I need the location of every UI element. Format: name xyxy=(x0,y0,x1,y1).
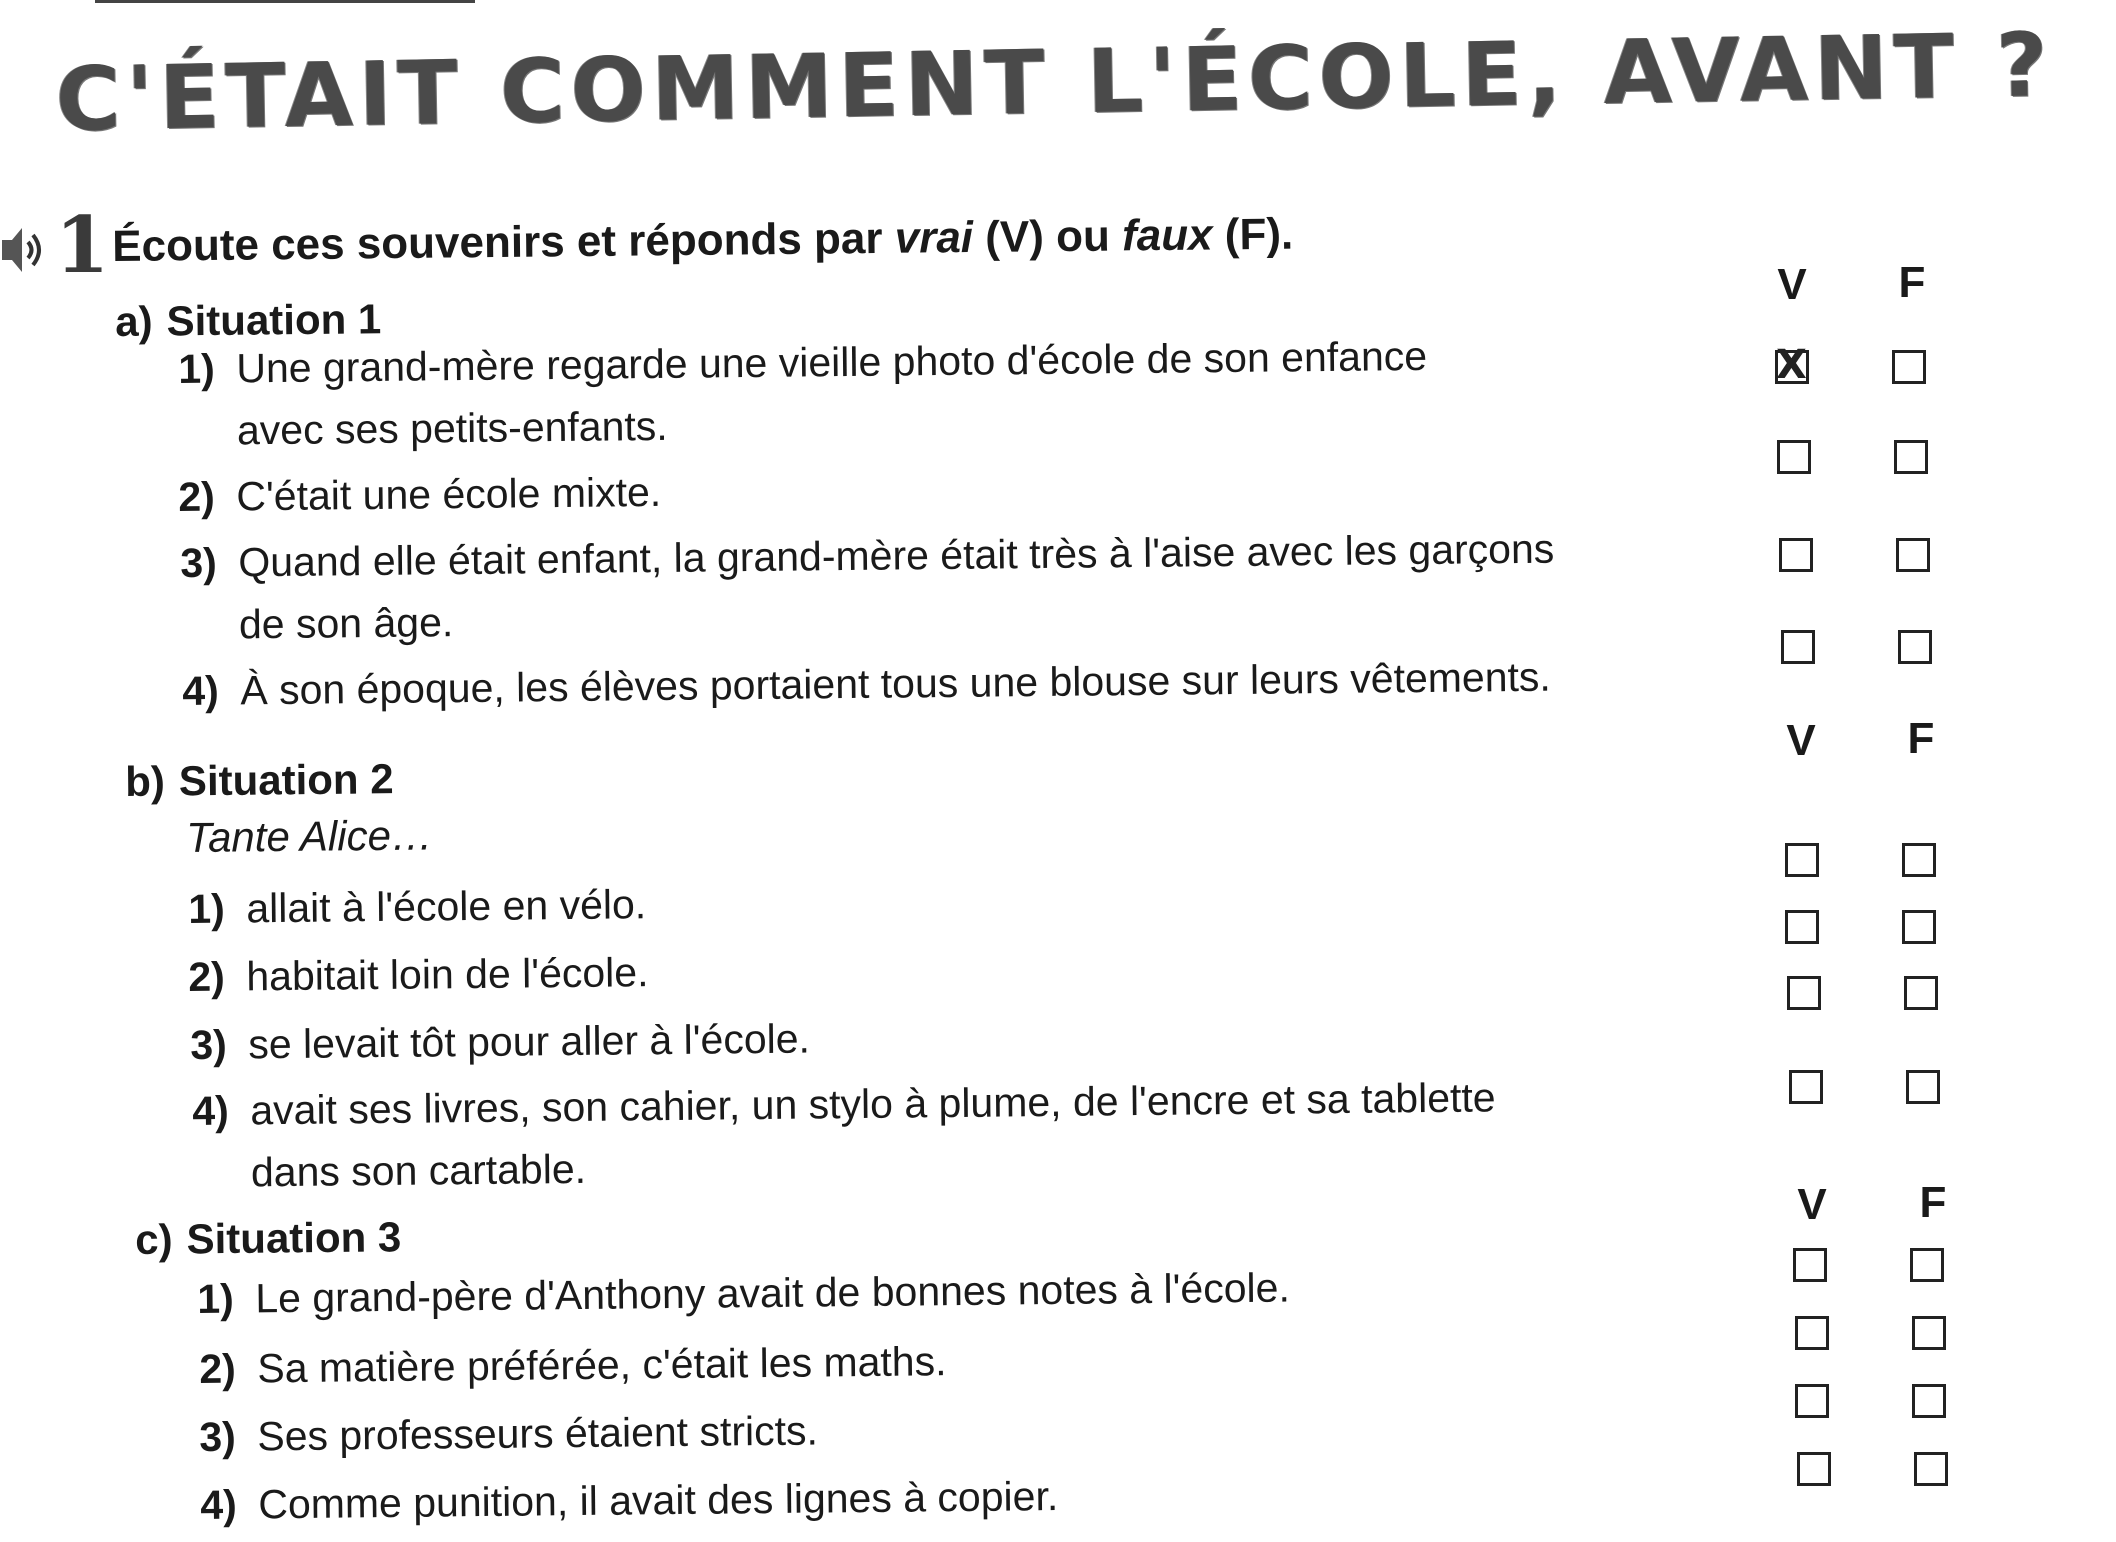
question-c3 xyxy=(199,1400,818,1468)
checkbox-c3-f[interactable] xyxy=(1912,1384,1946,1418)
question-text: Le grand-père d'Anthony avait de bonnes notes à l'école. xyxy=(255,1264,1291,1322)
checkbox-a4-v[interactable] xyxy=(1781,630,1815,664)
checkbox-a3-v[interactable] xyxy=(1779,538,1813,572)
question-number: 2) xyxy=(199,1345,237,1392)
checkbox-b2-f[interactable] xyxy=(1902,910,1936,944)
question-text-continued: dans son cartable. xyxy=(250,1145,587,1196)
question-text: se levait tôt pour aller à l'école. xyxy=(248,1015,811,1068)
question-text: Une grand-mère regarde une vieille photo d'école de son enfance xyxy=(236,332,1428,392)
question-text-continued: de son âge. xyxy=(238,599,454,648)
question-a4 xyxy=(182,646,1551,722)
exercise-header xyxy=(0,200,1400,290)
question-text: allait à l'école en vélo. xyxy=(246,881,647,932)
question-number: 3) xyxy=(199,1413,237,1460)
instruction-vrai: vrai xyxy=(894,212,974,263)
checkbox-b1-v[interactable] xyxy=(1785,843,1819,877)
section-b-intro: Tante Alice… xyxy=(186,811,434,861)
section-c-label xyxy=(135,1213,402,1264)
question-text: Comme punition, il avait des lignes à copier. xyxy=(258,1473,1059,1528)
question-text-continued: avec ses petits-enfants. xyxy=(236,402,668,454)
question-number: 3) xyxy=(180,539,218,586)
column-v-header: V xyxy=(1797,1180,1827,1229)
exercise-number: 1 xyxy=(55,200,110,291)
checkbox-a2-f[interactable] xyxy=(1894,440,1928,474)
section-letter: c) xyxy=(135,1215,173,1263)
column-v-header: V xyxy=(1777,260,1807,309)
top-rule xyxy=(95,0,475,3)
instruction-faux: faux xyxy=(1121,210,1213,261)
check-mark-icon: X xyxy=(1776,342,1807,388)
checkbox-a1-v[interactable] xyxy=(1775,342,1809,388)
question-c2 xyxy=(199,1330,947,1400)
checkbox-b3-f[interactable] xyxy=(1904,976,1938,1010)
question-a2 xyxy=(178,461,661,528)
section-letter: a) xyxy=(115,297,153,345)
checkbox-a1-f[interactable] xyxy=(1892,350,1926,384)
question-b3 xyxy=(190,1008,810,1076)
section-b-label xyxy=(125,755,394,806)
audio-speaker-icon[interactable] xyxy=(0,220,48,280)
question-number: 4) xyxy=(182,667,220,714)
exercise-instruction xyxy=(112,210,1293,272)
question-number: 2) xyxy=(178,473,216,520)
checkbox-a2-v[interactable] xyxy=(1777,440,1811,474)
question-text: Ses professeurs étaient stricts. xyxy=(257,1407,819,1460)
checkbox-b3-v[interactable] xyxy=(1787,976,1821,1010)
section-title: Situation 1 xyxy=(166,295,382,345)
question-c4 xyxy=(200,1465,1059,1536)
question-text: Sa matière préférée, c'était les maths. xyxy=(257,1338,947,1392)
question-b1 xyxy=(188,873,646,940)
section-title: Situation 2 xyxy=(178,755,394,805)
question-number: 1) xyxy=(188,885,226,932)
question-text: habitait loin de l'école. xyxy=(246,949,649,1000)
checkbox-c2-v[interactable] xyxy=(1795,1316,1829,1350)
question-text: C'était une école mixte. xyxy=(236,468,662,520)
question-b4 xyxy=(192,1066,1497,1204)
question-number: 4) xyxy=(192,1087,230,1134)
checkbox-a4-f[interactable] xyxy=(1898,630,1932,664)
checkbox-b4-v[interactable] xyxy=(1789,1070,1823,1104)
question-text: À son époque, les élèves portaient tous une blouse sur leurs vêtements. xyxy=(240,653,1552,714)
checkbox-b4-f[interactable] xyxy=(1906,1070,1940,1104)
column-f-header: F xyxy=(1907,714,1935,763)
checkbox-c3-v[interactable] xyxy=(1795,1384,1829,1418)
column-f-header: F xyxy=(1919,1178,1947,1227)
question-number: 2) xyxy=(188,953,226,1000)
checkbox-c1-v[interactable] xyxy=(1793,1248,1827,1282)
checkbox-b2-v[interactable] xyxy=(1785,910,1819,944)
section-letter: b) xyxy=(125,757,166,805)
question-number: 1) xyxy=(197,1275,235,1322)
question-c1 xyxy=(197,1257,1290,1330)
question-b2 xyxy=(188,941,649,1008)
column-v-header: V xyxy=(1786,716,1816,765)
checkbox-c4-v[interactable] xyxy=(1797,1452,1831,1486)
question-a3 xyxy=(180,518,1555,656)
checkbox-b1-f[interactable] xyxy=(1902,843,1936,877)
checkbox-c2-f[interactable] xyxy=(1912,1316,1946,1350)
instruction-text: (V) ou xyxy=(972,211,1123,262)
section-title: Situation 3 xyxy=(186,1213,402,1263)
checkbox-a3-f[interactable] xyxy=(1896,538,1930,572)
question-text: avait ses livres, son cahier, un stylo à plume, de l'encre et sa tablette xyxy=(250,1074,1496,1134)
question-number: 3) xyxy=(190,1021,228,1068)
question-number: 4) xyxy=(200,1481,238,1528)
question-a1 xyxy=(178,325,1428,462)
instruction-text: (F). xyxy=(1212,209,1294,260)
page-title: C'ÉTAIT COMMENT L'ÉCOLE, AVANT ? xyxy=(55,13,2055,151)
checkbox-c4-f[interactable] xyxy=(1914,1452,1948,1486)
instruction-text: Écoute ces souvenirs et réponds par xyxy=(112,213,895,271)
checkbox-c1-f[interactable] xyxy=(1910,1248,1944,1282)
column-f-header: F xyxy=(1898,258,1926,307)
question-number: 1) xyxy=(178,345,216,392)
question-text: Quand elle était enfant, la grand-mère était très à l'aise avec les garçons xyxy=(238,525,1555,586)
